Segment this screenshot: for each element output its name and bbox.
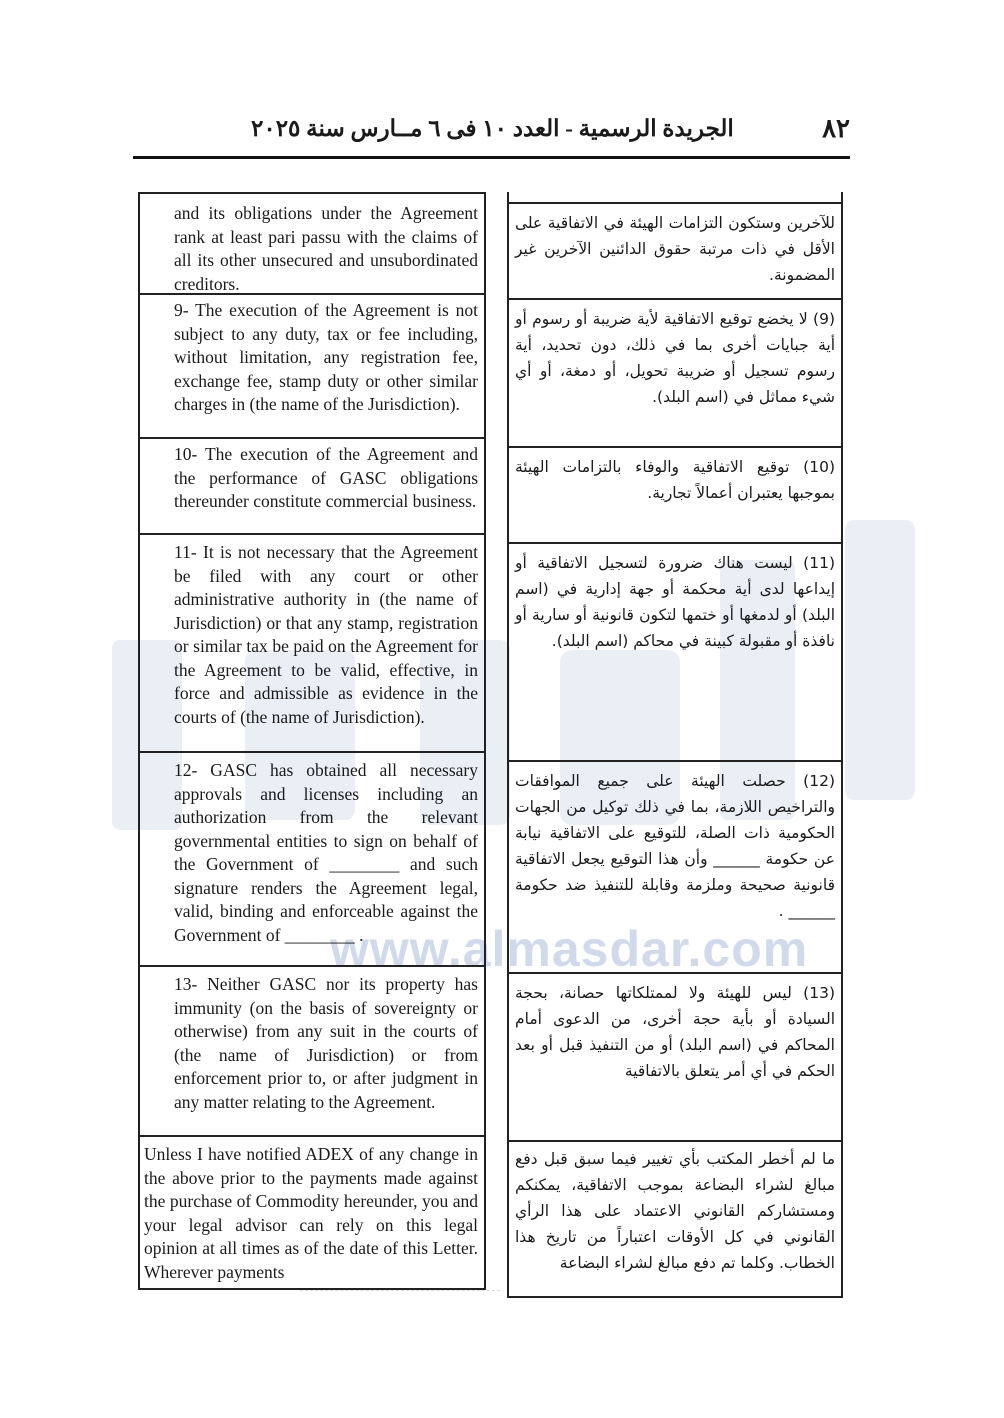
clause-text-ar: (12) حصلت الهيئة على جميع الموافقات والتراخيص اللازمة، بما في ذلك توكيل من الجهات الحكومية ذات الصلة، للتوقيع على الاتفاقية نيابة عن حكومة ______ وأن هذا التوقيع يجعل الاتفاقية قانونية صحيحة وملزمة وقابلة للتنفيذ ضد حكومة ______ .: [515, 772, 835, 920]
clause-text-en: and its obligations under the Agreement rank at least pari passu with the claims of all its other unsecured and unsubordinated creditors.: [174, 203, 478, 294]
clause-cell-ar-9: [509, 300, 841, 448]
clause-text-ar: (9) لا يخضع توقيع الاتفاقية لأية ضريبة أو رسوم أو أية جبايات أخرى بما في ذلك، دون تحديد، أية رسوم تسجيل أو ضريبة تحويل، أو دمغة، أو أي شيء مماثل في (اسم البلد).: [515, 310, 835, 406]
page-header: [133, 114, 850, 154]
closing-text-ar: ما لم أخطر المكتب بأي تغيير فيما سبق قبل دفع مبالغ لشراء البضاعة بموجب الاتفاقية، يمكنكم ومستشاركم القانوني الاعتماد على هذا الرأي القانوني في كل الأوقات اعتباراً من تاريخ هذا الخطاب. وكلما تم دفع مبالغ لشراء البضاعة: [515, 1150, 835, 1272]
page-bottom-edge: [300, 1290, 500, 1321]
clause-cell-ar-12: [509, 762, 841, 974]
clause-cell-en-9: [140, 295, 484, 439]
clause-text-en: 13- Neither GASC nor its property has immunity (on the basis of sovereignty or otherwise) from any suit in the courts of (the name of Jurisdiction) or from enforcement prior to, or after judgment in any matter relating to the Agreement.: [174, 974, 478, 1112]
clause-cell-ar-13: [509, 974, 841, 1142]
clause-text-ar: (10) توقيع الاتفاقية والوفاء بالتزامات الهيئة بموجبها يعتبران أعمالاً تجارية.: [515, 458, 835, 502]
header-rule: [133, 156, 850, 159]
clause-cell-en-11: [140, 535, 484, 753]
clause-cell-ar-10: [509, 448, 841, 544]
closing-cell-en: [140, 1137, 484, 1290]
page-number: ٨٢: [822, 114, 850, 143]
clause-text-ar: (11) ليست هناك ضرورة لتسجيل الاتفاقية أو إيداعها لدى أية محكمة أو جهة إدارية في (اسم البلد) أو لدمغها أو ختمها لتكون قانونية أو سارية أو نافذة أو مقبولة كبينة في محاكم (اسم البلد).: [515, 554, 835, 650]
gazette-title: الجريدة الرسمية - العدد ١٠ فى ٦ مــارس سنة ٢٠٢٥: [251, 116, 734, 141]
clause-text-en: 11- It is not necessary that the Agreement be filed with any court or other administrative authority in (the name of Jurisdiction) or that any stamp, registration or similar tax be paid on the Agreement for the Agreement to be valid, effective, in force and admissible as evidence in the courts of (the name of Jurisdiction).: [174, 542, 478, 727]
closing-cell-ar: [509, 1142, 841, 1298]
watermark-shape: [845, 520, 915, 800]
clause-cell-en-8-cont: [140, 192, 484, 295]
arabic-column: [507, 192, 843, 1298]
clause-cell-ar-11: [509, 544, 841, 762]
clause-text-en: 9- The execution of the Agreement is not subject to any duty, tax or fee including, without limitation, any registration fee, exchange fee, stamp duty or other similar charges in (the name of the Jurisdiction).: [174, 300, 478, 414]
clause-cell-ar-8-cont: [509, 202, 841, 300]
clause-cell-en-10: [140, 439, 484, 535]
clause-cell-en-13: [140, 967, 484, 1137]
clause-text-en: 10- The execution of the Agreement and the performance of GASC obligations thereunder constitute commercial business.: [174, 444, 478, 511]
clause-text-ar: للآخرين وستكون التزامات الهيئة في الاتفاقية على الأقل في ذات مرتبة حقوق الدائنين الآخرين غير المضمونة.: [515, 214, 835, 284]
clause-text-en: 12- GASC has obtained all necessary approvals and licenses including an authorization from the relevant governmental entities to sign on behalf of the Government of ________ and such signature renders the Agreement legal, valid, binding and enforceable against the Government of ________ .: [174, 760, 478, 945]
watermark-url: www.almasdar.com: [330, 921, 809, 977]
closing-text-en: Unless I have notified ADEX of any change in the above prior to the payments made against the purchase of Commodity hereunder, you and your legal advisor can rely on this legal opinion at all times as of the date of this Letter. Wherever payments: [144, 1144, 478, 1282]
clause-cell-en-12: [140, 753, 484, 967]
clause-text-ar: (13) ليس للهيئة ولا لممتلكاتها حصانة، بحجة السيادة أو بأية حجة أخرى، من الدعوى أمام المحاكم في (اسم البلد) أو من التنفيذ قبل أو بعد الحكم في أي أمر يتعلق بالاتفاقية: [515, 984, 835, 1080]
english-column: [138, 192, 486, 1290]
